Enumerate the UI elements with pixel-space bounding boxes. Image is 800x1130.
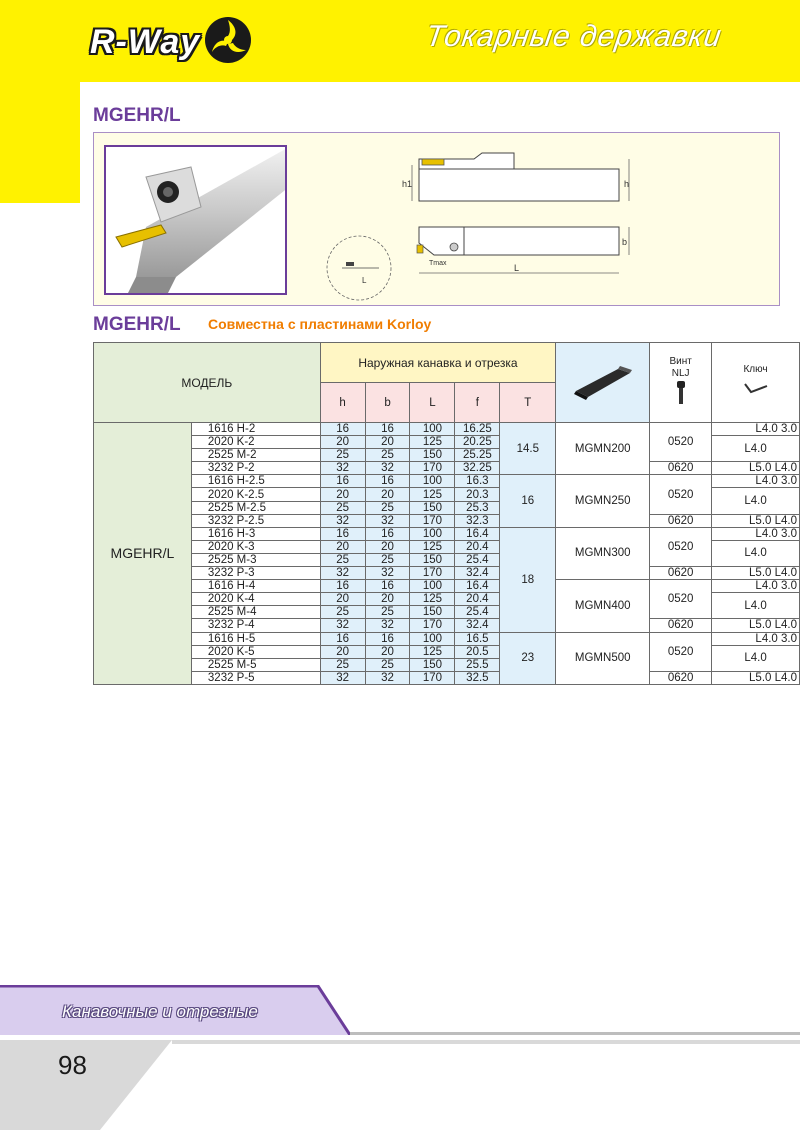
cell-L: 170 xyxy=(410,619,455,632)
logo-text: R-Way xyxy=(90,22,201,61)
model-code-cell: 2020 K-5 xyxy=(191,645,320,658)
cell-b: 25 xyxy=(365,553,410,566)
cell-f: 25.5 xyxy=(455,658,500,671)
screw-cell: 0520 xyxy=(650,423,712,462)
table-row xyxy=(94,462,800,475)
model-code-cell: 3232 P-5 xyxy=(191,671,320,684)
hex-key-icon xyxy=(741,376,771,398)
label-tmax: Tmax xyxy=(429,260,447,267)
cell-L: 150 xyxy=(410,658,455,671)
group-header: Наружная канавка и отрезка xyxy=(320,343,556,383)
model-code-cell: 2020 K-3 xyxy=(191,540,320,553)
insert-cell: MGMN250 xyxy=(556,475,650,527)
table-row xyxy=(94,671,800,684)
screw-cell: 0520 xyxy=(650,632,712,671)
product-image-panel xyxy=(93,132,780,306)
section-title: MGEHR/L xyxy=(93,105,181,126)
table-row xyxy=(94,580,800,593)
cell-L: 125 xyxy=(410,593,455,606)
cell-h: 16 xyxy=(320,423,365,436)
model-code-cell: 1616 H-2 xyxy=(191,423,320,436)
cell-h: 16 xyxy=(320,475,365,488)
cell-h: 32 xyxy=(320,671,365,684)
label-b: b xyxy=(622,237,628,247)
page-number-band xyxy=(0,1040,800,1130)
cell-L: 125 xyxy=(410,645,455,658)
cell-b: 32 xyxy=(365,514,410,527)
table-row xyxy=(94,423,800,436)
cell-L: 125 xyxy=(410,540,455,553)
cell-f: 32.4 xyxy=(455,567,500,580)
cell-h: 20 xyxy=(320,436,365,449)
cell-L: 125 xyxy=(410,488,455,501)
cell-b: 20 xyxy=(365,593,410,606)
cell-b: 32 xyxy=(365,671,410,684)
model-code-cell: 2525 M-2.5 xyxy=(191,501,320,514)
cell-b: 20 xyxy=(365,645,410,658)
cell-h: 25 xyxy=(320,553,365,566)
cell-f: 25.4 xyxy=(455,553,500,566)
cell-f: 25.25 xyxy=(455,449,500,462)
table-row xyxy=(94,514,800,527)
cell-h: 25 xyxy=(320,501,365,514)
holder-photo xyxy=(104,145,287,295)
key-cell: L5.0 L4.0 xyxy=(712,567,800,580)
label-h: h xyxy=(624,179,630,189)
cell-L: 150 xyxy=(410,501,455,514)
cell-h: 16 xyxy=(320,527,365,540)
screw-cell: 0520 xyxy=(650,527,712,566)
cell-f: 25.3 xyxy=(455,501,500,514)
label-L: L xyxy=(514,263,520,273)
key-cell: L4.0 3.0 xyxy=(712,423,800,436)
screw-cell: 0620 xyxy=(650,619,712,632)
table-row xyxy=(94,632,800,645)
spec-table xyxy=(93,342,800,685)
cell-f: 32.5 xyxy=(455,671,500,684)
technical-drawing xyxy=(324,143,764,303)
cell-h: 20 xyxy=(320,593,365,606)
logo xyxy=(90,14,254,70)
cell-f: 16.5 xyxy=(455,632,500,645)
screw-cell: 0520 xyxy=(650,580,712,619)
table-title: MGEHR/L xyxy=(93,314,181,335)
cell-L: 150 xyxy=(410,553,455,566)
key-cell: L4.0 3.0 xyxy=(712,580,800,593)
screw-cell: 0620 xyxy=(650,514,712,527)
key-header: Ключ xyxy=(743,363,768,375)
cell-L: 170 xyxy=(410,567,455,580)
key-cell: L4.0 xyxy=(712,645,800,671)
model-code-cell: 1616 H-2.5 xyxy=(191,475,320,488)
cell-b: 16 xyxy=(365,475,410,488)
label-h1: h1 xyxy=(402,179,413,189)
key-cell: L4.0 3.0 xyxy=(712,475,800,488)
table-row xyxy=(94,619,800,632)
insert-cell: MGMN500 xyxy=(556,632,650,684)
model-code-cell: 3232 P-4 xyxy=(191,619,320,632)
cell-h: 32 xyxy=(320,567,365,580)
key-cell: L4.0 xyxy=(712,593,800,619)
model-code-cell: 1616 H-3 xyxy=(191,527,320,540)
cell-h: 20 xyxy=(320,645,365,658)
header-side-band xyxy=(0,0,80,203)
insert-cell: MGMN200 xyxy=(556,423,650,475)
model-header: МОДЕЛЬ xyxy=(94,343,321,423)
cell-b: 20 xyxy=(365,540,410,553)
cell-f: 32.25 xyxy=(455,462,500,475)
cell-T: 18 xyxy=(500,527,556,632)
cell-L: 100 xyxy=(410,632,455,645)
insert-icon xyxy=(568,361,638,401)
screw-cell: 0620 xyxy=(650,462,712,475)
page-number: 98 xyxy=(58,1050,87,1080)
cell-f: 20.25 xyxy=(455,436,500,449)
screw-header: Винт NLJ xyxy=(669,355,692,379)
model-code-cell: 2525 M-3 xyxy=(191,553,320,566)
model-code-cell: 2525 M-5 xyxy=(191,658,320,671)
label-L-detail: L xyxy=(362,276,367,285)
cell-b: 25 xyxy=(365,658,410,671)
key-cell: L5.0 L4.0 xyxy=(712,514,800,527)
insert-cell: MGMN300 xyxy=(556,527,650,579)
key-cell: L5.0 L4.0 xyxy=(712,619,800,632)
holder-photo-illustration xyxy=(106,147,287,295)
screw-icon xyxy=(674,380,688,406)
table-row xyxy=(94,567,800,580)
cell-T: 23 xyxy=(500,632,556,684)
cell-f: 20.4 xyxy=(455,593,500,606)
col-f: f xyxy=(455,383,500,423)
cell-b: 16 xyxy=(365,632,410,645)
model-code-cell: 1616 H-5 xyxy=(191,632,320,645)
cell-f: 20.4 xyxy=(455,540,500,553)
cell-b: 32 xyxy=(365,462,410,475)
model-code-cell: 3232 P-2.5 xyxy=(191,514,320,527)
cell-b: 32 xyxy=(365,619,410,632)
model-code-cell: 2020 K-2 xyxy=(191,436,320,449)
cell-h: 25 xyxy=(320,449,365,462)
cell-T: 14.5 xyxy=(500,423,556,475)
screw-cell: 0520 xyxy=(650,475,712,514)
cell-b: 16 xyxy=(365,527,410,540)
cell-L: 150 xyxy=(410,606,455,619)
model-code-cell: 3232 P-2 xyxy=(191,462,320,475)
model-code-cell: 1616 H-4 xyxy=(191,580,320,593)
model-code-cell: 2525 M-2 xyxy=(191,449,320,462)
cell-L: 100 xyxy=(410,527,455,540)
cell-b: 25 xyxy=(365,449,410,462)
cell-h: 20 xyxy=(320,540,365,553)
cell-b: 16 xyxy=(365,580,410,593)
cell-L: 150 xyxy=(410,449,455,462)
cell-L: 100 xyxy=(410,580,455,593)
cell-b: 25 xyxy=(365,501,410,514)
cell-h: 32 xyxy=(320,462,365,475)
cell-h: 25 xyxy=(320,606,365,619)
screw-cell: 0620 xyxy=(650,671,712,684)
col-h: h xyxy=(320,383,365,423)
cell-h: 25 xyxy=(320,658,365,671)
cell-L: 125 xyxy=(410,436,455,449)
logo-triskelion-icon xyxy=(202,14,254,66)
cell-L: 100 xyxy=(410,423,455,436)
insert-cell: MGMN400 xyxy=(556,580,650,632)
cell-h: 16 xyxy=(320,580,365,593)
cell-f: 25.4 xyxy=(455,606,500,619)
key-cell: L4.0 xyxy=(712,436,800,462)
cell-b: 25 xyxy=(365,606,410,619)
cell-L: 170 xyxy=(410,462,455,475)
cell-f: 20.3 xyxy=(455,488,500,501)
key-cell: L5.0 L4.0 xyxy=(712,671,800,684)
cell-h: 20 xyxy=(320,488,365,501)
cell-h: 32 xyxy=(320,514,365,527)
cell-f: 32.3 xyxy=(455,514,500,527)
cell-f: 16.4 xyxy=(455,580,500,593)
cell-b: 32 xyxy=(365,567,410,580)
model-code-cell: 2020 K-4 xyxy=(191,593,320,606)
cell-f: 20.5 xyxy=(455,645,500,658)
cell-b: 20 xyxy=(365,488,410,501)
model-code-cell: 2525 M-4 xyxy=(191,606,320,619)
footer-text: Канавочные и отрезные xyxy=(62,1002,258,1021)
col-b: b xyxy=(365,383,410,423)
key-cell: L5.0 L4.0 xyxy=(712,462,800,475)
cell-f: 32.4 xyxy=(455,619,500,632)
key-cell: L4.0 3.0 xyxy=(712,527,800,540)
cell-L: 170 xyxy=(410,671,455,684)
series-cell: MGEHR/L xyxy=(94,423,192,685)
cell-b: 20 xyxy=(365,436,410,449)
header-title: Токарные державки xyxy=(424,20,725,53)
screw-cell: 0620 xyxy=(650,567,712,580)
col-L: L xyxy=(410,383,455,423)
key-cell: L4.0 3.0 xyxy=(712,632,800,645)
cell-f: 16.25 xyxy=(455,423,500,436)
cell-h: 32 xyxy=(320,619,365,632)
key-cell: L4.0 xyxy=(712,540,800,566)
cell-f: 16.4 xyxy=(455,527,500,540)
cell-f: 16.3 xyxy=(455,475,500,488)
table-row xyxy=(94,527,800,540)
col-T: T xyxy=(500,383,556,423)
table-subtitle: Совместна с пластинами Korloy xyxy=(208,316,432,332)
key-cell: L4.0 xyxy=(712,488,800,514)
model-code-cell: 2020 K-2.5 xyxy=(191,488,320,501)
insert-image-cell xyxy=(556,343,650,423)
cell-h: 16 xyxy=(320,632,365,645)
key-header-cell xyxy=(712,343,800,423)
cell-b: 16 xyxy=(365,423,410,436)
screw-header-cell xyxy=(650,343,712,423)
table-row xyxy=(94,475,800,488)
cell-L: 170 xyxy=(410,514,455,527)
model-code-cell: 3232 P-3 xyxy=(191,567,320,580)
cell-T: 16 xyxy=(500,475,556,527)
cell-L: 100 xyxy=(410,475,455,488)
